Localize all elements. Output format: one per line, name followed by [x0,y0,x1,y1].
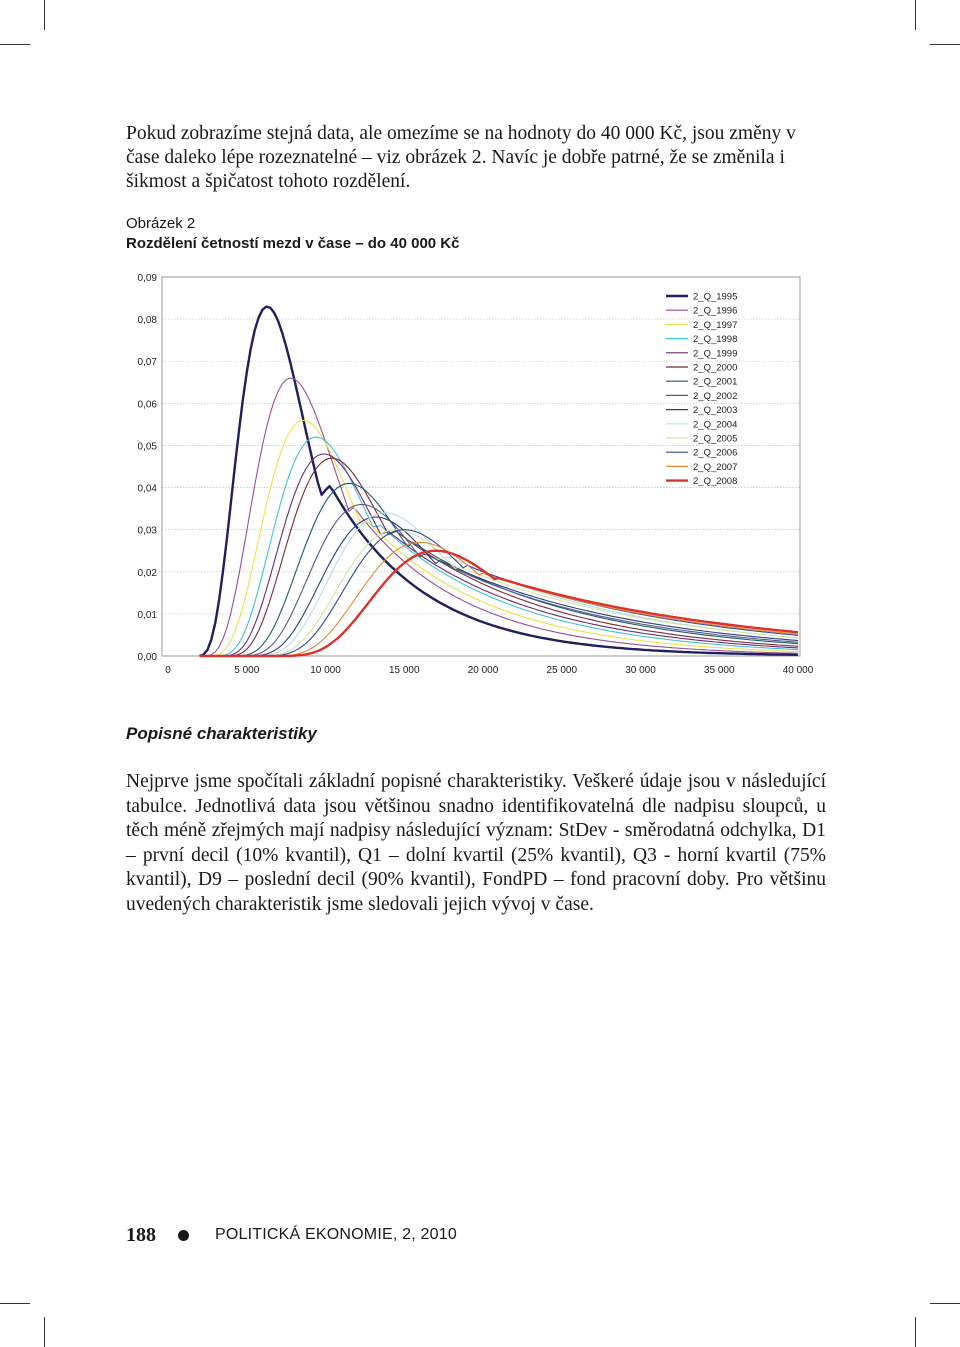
y-tick-label: 0,00 [137,652,157,663]
section-heading: Popisné charakteristiky [126,724,317,743]
crop-mark-bottom-left-v [44,1317,45,1347]
crop-mark-top-left-h [0,44,30,45]
x-tick-label: 5 000 [234,665,260,676]
x-tick-label: 0 [165,665,171,676]
journal-name: POLITICKÁ EKONOMIE, 2, 2010 [215,1226,457,1243]
legend-label: 2_Q_1995 [693,291,738,303]
x-tick-label: 40 000 [782,665,814,676]
crop-mark-top-right-h [930,44,960,45]
figure-title: Rozdělení četností mezd v čase – do 40 000 Kč [126,235,460,252]
y-tick-label: 0,03 [137,525,157,537]
legend-label: 2_Q_1999 [693,348,738,360]
legend-label: 2_Q_2005 [693,433,738,445]
intro-paragraph [126,122,826,194]
legend-label: 2_Q_2007 [693,461,738,473]
legend-label: 2_Q_2000 [693,362,738,374]
page-footer [126,1222,457,1248]
legend-label: 2_Q_1998 [693,334,738,346]
y-tick-label: 0,09 [137,273,157,284]
body-paragraph [126,770,826,917]
figure-label: Obrázek 2 [126,215,196,232]
crop-mark-top-right-v [915,0,916,30]
y-axis-ticks [138,273,158,663]
y-tick-label: 0,08 [137,315,157,327]
x-tick-label: 30 000 [625,665,656,676]
intro-text: Pokud zobrazíme stejná data, ale omezíme se na hodnoty do 40 000 Kč, jsou změny v čase daleko lépe rozeznatelné – viz obrázek 2. Navíc je dobře patrné, že se změnila i šikmost a špičatost tohoto rozdělení. [126,123,796,192]
y-tick-label: 0,07 [137,357,157,369]
x-tick-label: 35 000 [703,665,735,676]
y-tick-label: 0,06 [137,399,157,411]
chart-legend [666,292,737,488]
crop-mark-bottom-right-h [930,1303,960,1304]
x-tick-label: 10 000 [310,665,341,676]
legend-label: 2_Q_1997 [693,319,738,331]
crop-mark-bottom-left-h [0,1303,30,1304]
body-text: Nejprve jsme spočítali základní popisné charakteristiky. Veškeré údaje jsou v následující tabulce. Jednotlivá data jsou většinou snadno identifikovatelná dle nadpisu sloupců, u těch méně zřejmých mají nadpisy následující význam: StDev - směrodatná odchylka, D1 – první decil (10% kvantil), Q1 – dolní kvartil (25% kvantil), Q3 - horní kvartil (75% kvantil), D9 – poslední decil (90% kvantil), FondPD – fond pracovní doby. Pro většinu uvedených charakteristik jsme sledovali jejich vývoj v čase. [126,771,826,915]
series-line-2_q_2008 [200,551,799,656]
legend-label: 2_Q_2004 [693,419,738,431]
y-tick-label: 0,04 [137,483,157,495]
legend-label: 2_Q_2002 [693,390,738,402]
legend-label: 2_Q_2006 [693,447,738,459]
bullet-icon [178,1230,189,1241]
series-line-2_q_2002 [200,504,799,656]
y-tick-label: 0,05 [137,441,157,453]
legend-label: 2_Q_2003 [693,405,738,417]
legend-label: 2_Q_2008 [693,476,738,488]
x-axis-ticks [165,665,814,676]
x-tick-label: 15 000 [388,665,420,676]
x-tick-label: 25 000 [546,665,578,676]
legend-label: 2_Q_2001 [693,376,738,388]
legend-label: 2_Q_1996 [693,305,738,317]
y-tick-label: 0,02 [137,567,157,579]
x-tick-label: 20 000 [467,665,499,676]
y-tick-label: 0,01 [137,609,157,621]
wage-distribution-chart [118,262,828,682]
page-number: 188 [126,1223,156,1246]
crop-mark-top-left-v [44,0,45,30]
crop-mark-bottom-right-v [915,1317,916,1347]
